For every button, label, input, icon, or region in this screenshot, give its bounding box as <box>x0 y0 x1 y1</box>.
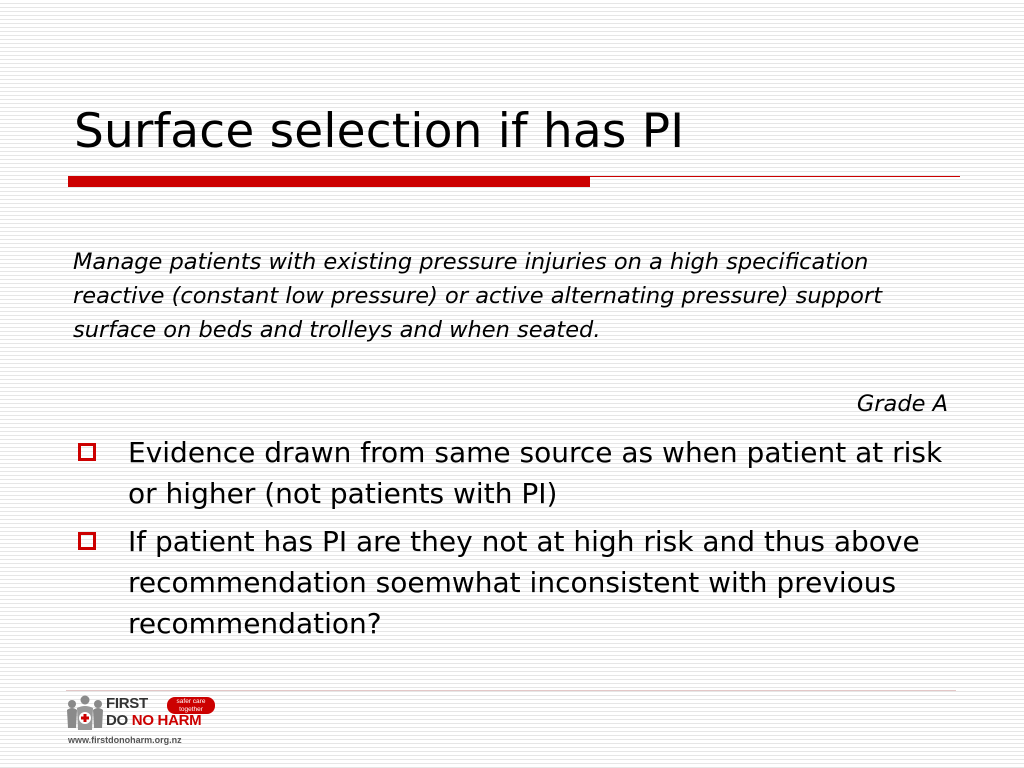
logo-first-text: FIRST <box>106 695 148 712</box>
bullet-text: If patient has PI are they not at high risk and thus above recommendation soemwhat inconsistent with previous recommendation? <box>128 525 920 640</box>
first-do-no-harm-logo <box>64 692 224 748</box>
title-underline-red <box>68 176 590 187</box>
bullet-item <box>76 521 946 644</box>
title-underline-thin <box>590 176 960 177</box>
logo-do-text: DO <box>106 712 128 729</box>
recommendation-text: Manage patients with existing pressure injuries on a high specification reactive (constant low pressure) or active alternating pressure) support surface on beds and trolleys and when seated. <box>73 249 883 343</box>
logo-tagline: safer care together <box>167 697 215 714</box>
logo-url: www.firstdonoharm.org.nz <box>68 735 182 745</box>
bullet-list <box>76 432 946 651</box>
logo-no-harm-text: NO HARM <box>131 712 202 729</box>
slide-title: Surface selection if has PI <box>74 104 685 159</box>
people-cross-logo-icon <box>64 694 106 738</box>
logo-do-no-harm-text <box>106 712 201 729</box>
bullet-text: Evidence drawn from same source as when patient at risk or higher (not patients with PI) <box>128 436 943 510</box>
grade-label: Grade A <box>856 391 948 417</box>
hollow-square-bullet-icon <box>78 532 96 550</box>
bullet-item <box>76 432 946 514</box>
footer-divider <box>66 690 956 691</box>
hollow-square-bullet-icon <box>78 443 96 461</box>
